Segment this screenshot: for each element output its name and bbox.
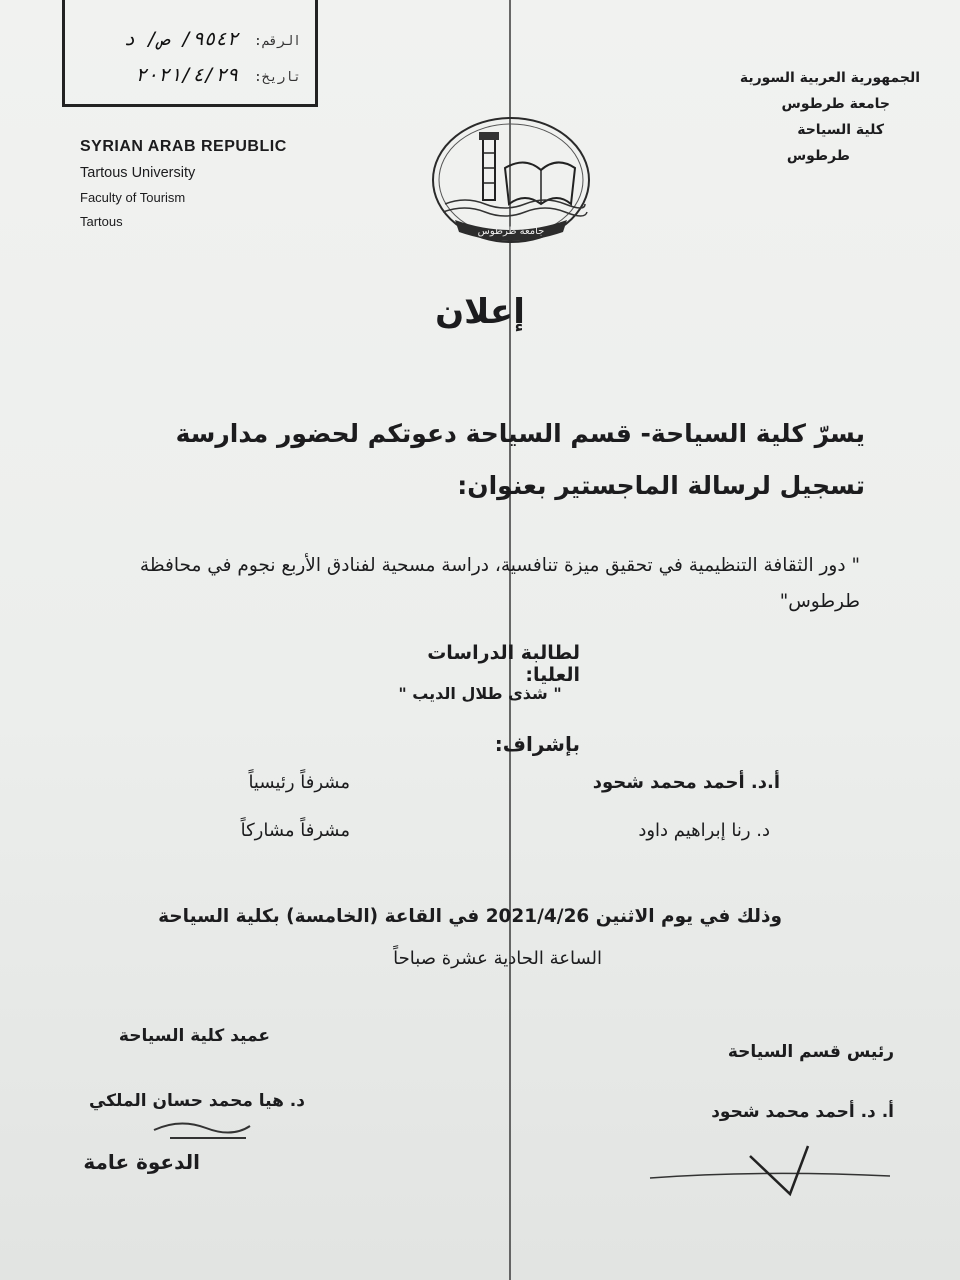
- supervisor-1-name: أ.د. أحمد محمد شحود: [592, 772, 780, 793]
- letterhead-university-ar: جامعة طرطوس: [781, 96, 890, 112]
- letterhead-university: Tartous University: [80, 165, 196, 181]
- page-title: إعلان: [435, 292, 525, 332]
- stamp-number-label: الرقم: [261, 34, 301, 49]
- letterhead-city-ar: طرطوس: [786, 148, 850, 164]
- thesis-title: " دور الثقافة التنظيمية في تحقيق ميزة تنافسية، دراسة مسحية لفنادق الأربع نجوم في محافظة طرطوس": [139, 555, 860, 612]
- letterhead-city: Tartous: [80, 214, 123, 229]
- stamp-date-row: تاريخ: ٢٠٢١/٤/٢٩: [135, 64, 301, 86]
- dean-signature: [150, 1114, 260, 1144]
- student-label: لطالبة الدراسات العليا:: [427, 642, 580, 686]
- intro-paragraph: يسرّ كلية السياحة- قسم السياحة دعوتكم لحضور مدارسة تسجيل لرسالة الماجستير بعنوان:: [175, 419, 865, 500]
- tartous-university-seal-icon: [425, 108, 597, 260]
- seal-text: جامعة طرطوس: [477, 226, 545, 237]
- schedule-details: وذلك في يوم الاثنين 2021/4/26 في القاعة (الخامسة) بكلية السياحة: [158, 906, 782, 927]
- stamp-number-row: الرقم: ٩٥٤٢/ ص/ د: [123, 28, 301, 50]
- stamp-date-value: ٢٠٢١/٤/٢٩: [135, 64, 239, 86]
- letterhead-country: SYRIAN ARAB REPUBLIC: [80, 138, 287, 155]
- supervisor-1-role: مشرفاً رئيسياً: [248, 772, 350, 793]
- english-letterhead: [80, 138, 287, 238]
- chair-signature: [640, 1140, 900, 1200]
- letterhead-faculty: Faculty of Tourism: [80, 190, 186, 205]
- stamp-number-value: ٩٥٤٢/ ص/ د: [123, 28, 239, 50]
- supervisor-2-name: د. رنا إبراهيم داود: [638, 820, 770, 841]
- supervision-label: بإشراف:: [494, 732, 580, 756]
- letterhead-country-ar: الجمهورية العربية السورية: [739, 70, 920, 86]
- dean-name: د. هيا محمد حسان الملكي: [88, 1091, 305, 1111]
- department-chair-name: أ. د. أحمد محمد شحود: [711, 1102, 894, 1122]
- stamp-date-label: تاريخ: [261, 70, 301, 85]
- registration-stamp: [62, 0, 318, 107]
- arabic-letterhead: [740, 70, 920, 174]
- supervisor-2-role: مشرفاً مشاركاً: [240, 820, 350, 841]
- schedule-time: الساعة الحادية عشرة صباحاً: [393, 948, 602, 969]
- dean-title: عميد كلية السياحة: [118, 1026, 270, 1046]
- student-name: " شذى طلال الديب ": [398, 684, 562, 703]
- letterhead-faculty-ar: كلية السياحة: [797, 122, 884, 138]
- department-chair-title: رئيس قسم السياحة: [727, 1042, 894, 1062]
- public-invitation: الدعوة عامة: [83, 1150, 200, 1174]
